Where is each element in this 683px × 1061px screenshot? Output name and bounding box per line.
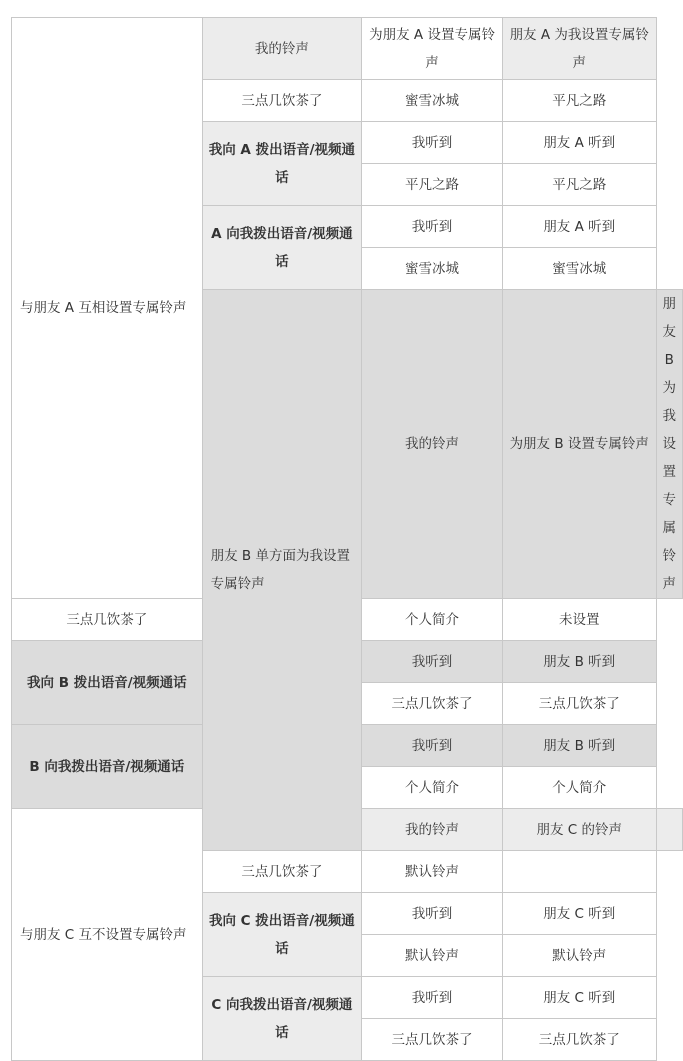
table-cell: 朋友 C 听到 [502,977,656,1019]
group-label: 与朋友 C 互不设置专属铃声 [12,809,203,1061]
table-cell: 我听到 [362,122,503,164]
table-cell: 朋友 A 听到 [502,206,656,248]
table-cell: 蜜雪冰城 [362,80,503,122]
header-friend-set-for-me: 朋友 A 为我设置专属铃声 [502,18,656,80]
table-cell: 三点几饮茶了 [502,683,656,725]
call-direction-label: 我向 A 拨出语音/视频通话 [202,122,361,206]
table-cell [502,851,656,893]
table-cell: 我听到 [362,893,503,935]
table-cell: 我听到 [362,725,503,767]
call-direction-label: 我向 B 拨出语音/视频通话 [12,641,203,725]
header-my-ringtone: 我的铃声 [362,809,503,851]
table-cell: 朋友 B 听到 [502,641,656,683]
table-cell: 默认铃声 [362,851,503,893]
table-cell: 我听到 [362,641,503,683]
header-friend-set-for-me: 朋友 B 为我设置专属铃声 [656,290,683,599]
header-my-ringtone: 我的铃声 [362,290,503,599]
header-set-for-friend: 为朋友 A 设置专属铃声 [362,18,503,80]
table-cell: 平凡之路 [502,80,656,122]
call-direction-label: 我向 C 拨出语音/视频通话 [202,893,361,977]
table-cell [656,809,683,851]
header-my-ringtone: 我的铃声 [202,18,361,80]
table-cell: 三点几饮茶了 [362,683,503,725]
table-cell: 个人简介 [502,767,656,809]
ringtone-comparison-table [11,17,683,1061]
table-cell: 个人简介 [362,599,503,641]
call-direction-label: B 向我拨出语音/视频通话 [12,725,203,809]
call-direction-label: C 向我拨出语音/视频通话 [202,977,361,1061]
table-cell: 三点几饮茶了 [12,599,203,641]
table-cell: 平凡之路 [502,164,656,206]
group-label: 与朋友 A 互相设置专属铃声 [12,18,203,599]
table-cell: 我听到 [362,206,503,248]
table-cell: 我听到 [362,977,503,1019]
table-cell: 三点几饮茶了 [502,1019,656,1061]
table-cell: 三点几饮茶了 [202,80,361,122]
call-direction-label: A 向我拨出语音/视频通话 [202,206,361,290]
table-row [12,18,683,80]
table-cell: 朋友 C 听到 [502,893,656,935]
table-cell: 蜜雪冰城 [502,248,656,290]
table-cell: 朋友 A 听到 [502,122,656,164]
table-cell: 默认铃声 [362,935,503,977]
group-label: 朋友 B 单方面为我设置专属铃声 [202,290,361,851]
table-cell: 蜜雪冰城 [362,248,503,290]
table-cell: 三点几饮茶了 [202,851,361,893]
table-cell: 朋友 B 听到 [502,725,656,767]
table-cell: 平凡之路 [362,164,503,206]
header-set-for-friend: 为朋友 B 设置专属铃声 [502,290,656,599]
table-cell: 默认铃声 [502,935,656,977]
table-cell: 未设置 [502,599,656,641]
table-cell: 个人简介 [362,767,503,809]
table-cell: 三点几饮茶了 [362,1019,503,1061]
header-friend-ringtone: 朋友 C 的铃声 [502,809,656,851]
